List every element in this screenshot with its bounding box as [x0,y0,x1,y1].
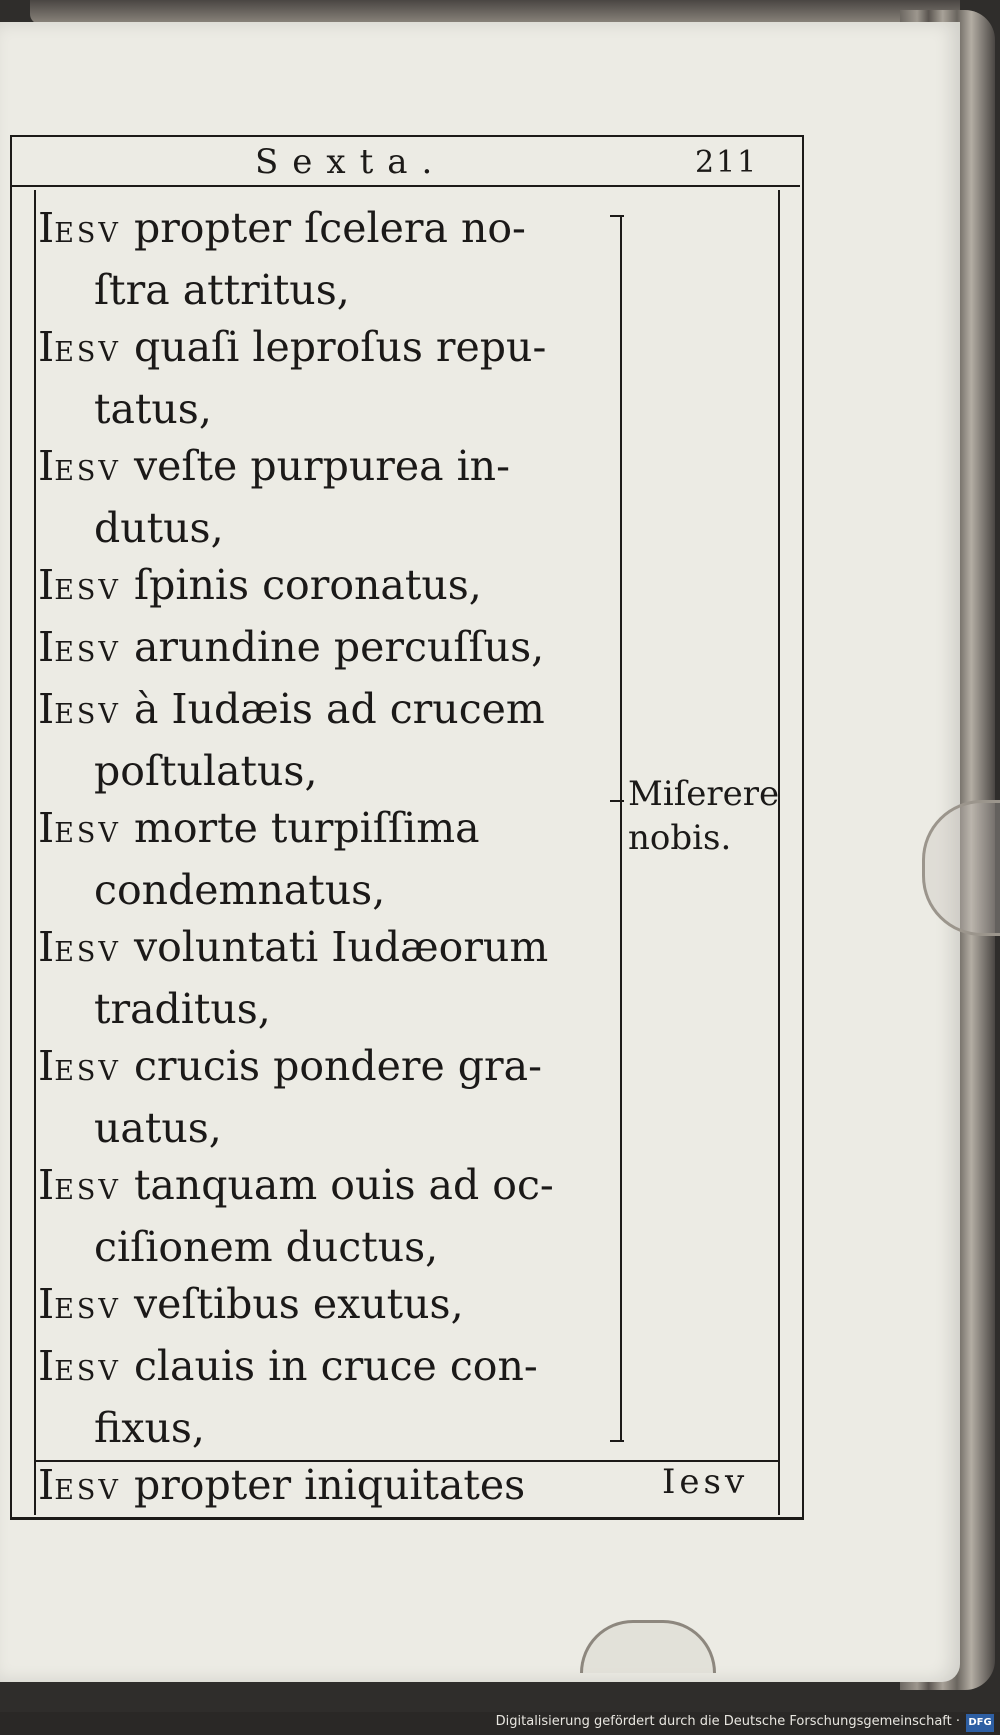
frame-right-rule [778,190,780,1515]
invocation-name: I [38,1461,55,1509]
invocation-text: clauis in cruce con- [120,1342,538,1390]
book-top-edge [30,0,960,24]
invocation-name-smallcaps: ESV [54,575,121,606]
litany-line [38,1400,608,1457]
litany-invocations [38,200,608,1519]
litany-line [38,619,608,681]
response-text [628,772,778,860]
brace-tick-middle [610,800,624,802]
invocation-name-smallcaps: ESV [54,1056,121,1087]
invocation-text: voluntati Iudæorum [120,923,549,971]
catchword: Iesv [662,1462,749,1502]
brace-tick-bottom [610,1440,624,1442]
invocation-name-smallcaps: ESV [54,1475,121,1506]
litany-line [38,1338,608,1400]
litany-line [38,319,608,381]
litany-line [38,862,608,919]
invocation-text: crucis pondere gra- [120,1042,542,1090]
running-head: Sexta. [255,142,447,182]
invocation-name: I [38,1342,55,1390]
invocation-text: tatus, [94,385,212,433]
litany-line [38,500,608,557]
litany-line [38,681,608,743]
invocation-text: poſtulatus, [94,747,318,795]
digitization-credit: Digitalisierung gefördert durch die Deutsche Forschungsgemeinschaft · [495,1714,960,1729]
invocation-name: I [38,561,55,609]
invocation-text: morte turpiſſima [120,804,480,852]
litany-line [38,800,608,862]
invocation-name-smallcaps: ESV [54,1294,121,1325]
litany-line [38,200,608,262]
invocation-text: quaſi leproſus repu- [120,323,547,371]
dfg-logo-badge: DFG [966,1714,994,1732]
invocation-name-smallcaps: ESV [54,1175,121,1206]
page-number: 211 [695,145,759,180]
invocation-name: I [38,1042,55,1090]
invocation-text: uatus, [94,1104,222,1152]
litany-line [38,262,608,319]
frame-left-rule [34,190,36,1515]
invocation-name: I [38,923,55,971]
litany-line [38,381,608,438]
response-line-2: nobis. [628,818,732,858]
invocation-text: traditus, [94,985,271,1033]
invocation-text: propter ſcelera no- [120,204,526,252]
invocation-text: ſpinis coronatus, [120,561,482,609]
invocation-text: propter iniquitates [120,1461,526,1509]
litany-line [38,1038,608,1100]
invocation-text: dutus, [94,504,224,552]
litany-line [38,1100,608,1157]
invocation-name: I [38,442,55,490]
invocation-text: ciſionem ductus, [94,1223,439,1271]
invocation-name: I [38,804,55,852]
invocation-text: à Iudæis ad crucem [120,685,545,733]
invocation-text: condemnatus, [94,866,386,914]
litany-line [38,557,608,619]
invocation-name: I [38,1280,55,1328]
litany-line [38,1157,608,1219]
invocation-name: I [38,323,55,371]
litany-line [38,1457,608,1519]
brace-tick-top [610,215,624,217]
invocation-name: I [38,204,55,252]
invocation-name: I [38,623,55,671]
litany-line [38,743,608,800]
invocation-name-smallcaps: ESV [54,218,121,249]
invocation-text: tanquam ouis ad oc- [120,1161,554,1209]
invocation-name-smallcaps: ESV [54,637,121,668]
invocation-text: ſtra attritus, [94,266,350,314]
invocation-text: veſte purpurea in- [120,442,510,490]
invocation-text: fixus, [94,1404,205,1452]
invocation-name-smallcaps: ESV [54,1356,121,1387]
invocation-name-smallcaps: ESV [54,337,121,368]
invocation-name: I [38,685,55,733]
litany-line [38,438,608,500]
invocation-name-smallcaps: ESV [54,456,121,487]
invocation-name: I [38,1161,55,1209]
litany-line [38,919,608,981]
invocation-text: veſtibus exutus, [120,1280,464,1328]
invocation-name-smallcaps: ESV [54,818,121,849]
litany-line [38,981,608,1038]
invocation-text: arundine percuſſus, [120,623,545,671]
response-line-1: Miſerere [628,774,780,814]
litany-line [38,1276,608,1338]
invocation-name-smallcaps: ESV [54,937,121,968]
invocation-name-smallcaps: ESV [54,699,121,730]
header-rule [10,185,800,187]
litany-line [38,1219,608,1276]
